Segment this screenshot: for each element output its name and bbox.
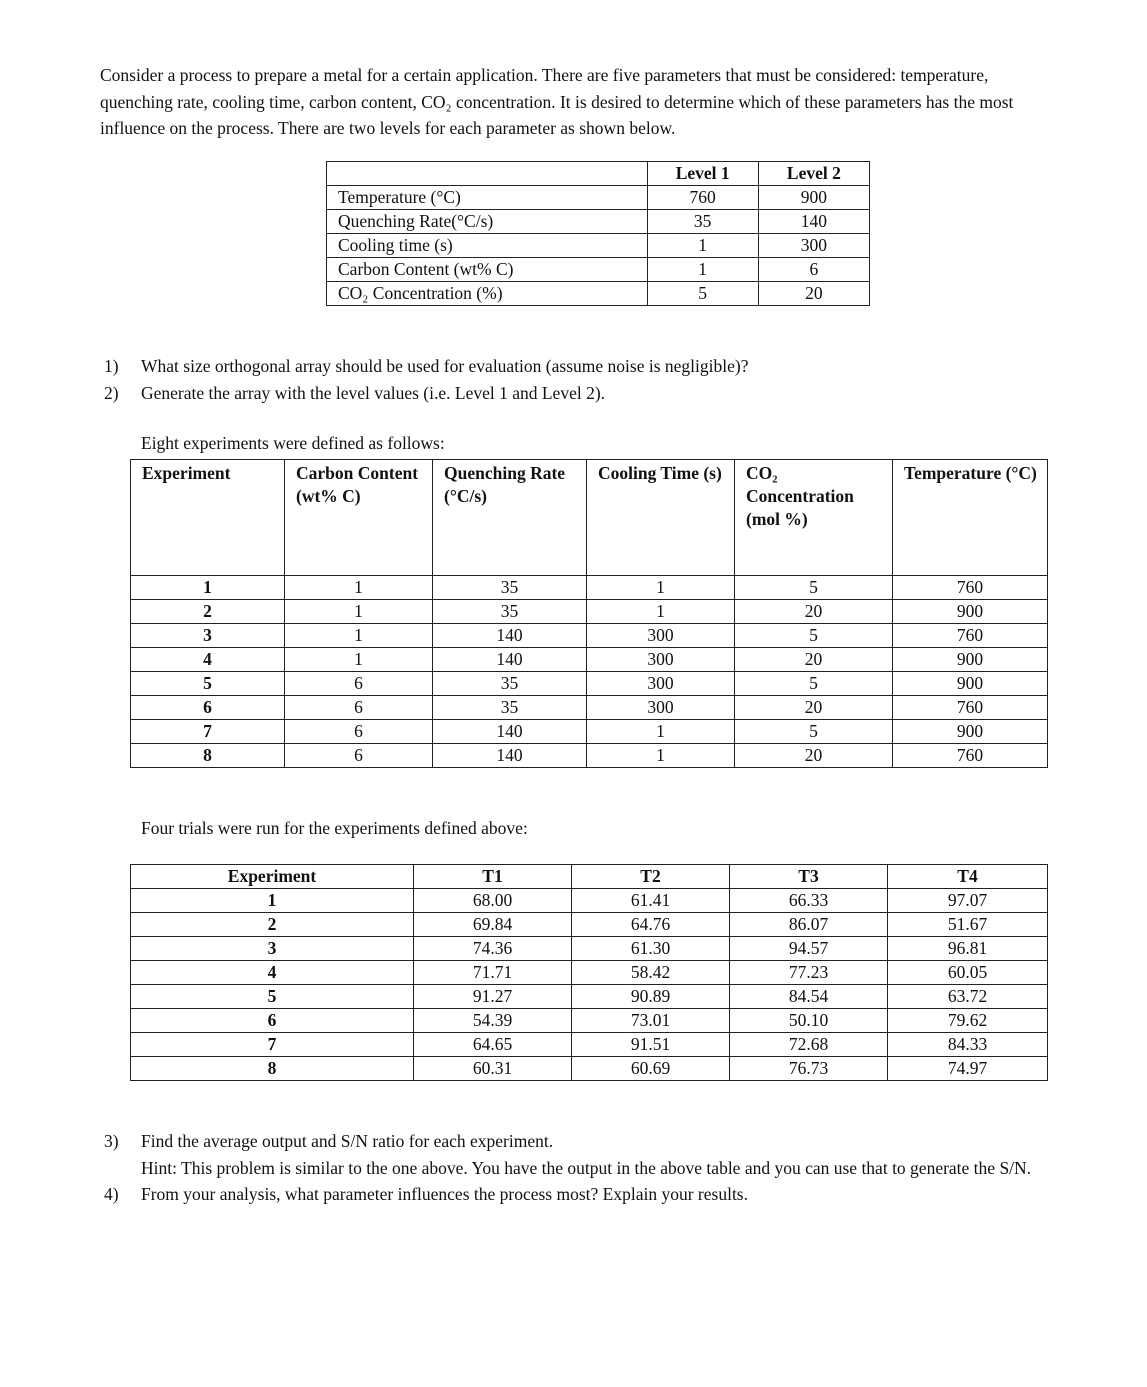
question-3: Find the average output and S/N ratio for each experiment.	[141, 1131, 554, 1151]
table-cell: 1	[285, 576, 433, 600]
experiment-number: 1	[131, 576, 285, 600]
table-cell: 20	[735, 696, 893, 720]
table-cell: 1	[587, 576, 735, 600]
table-row	[131, 961, 1048, 985]
table-cell: 84.54	[730, 985, 888, 1009]
table-cell: 60.69	[572, 1057, 730, 1081]
param-label: Carbon Content (wt% C)	[327, 258, 648, 282]
table-cell: 50.10	[730, 1009, 888, 1033]
param-label: Cooling time (s)	[327, 234, 648, 258]
table-row	[131, 672, 1048, 696]
table-cell: 5	[735, 624, 893, 648]
table-cell: 64.65	[414, 1033, 572, 1057]
table-row	[131, 624, 1048, 648]
table-cell: 64.76	[572, 913, 730, 937]
table-cell: 35	[433, 696, 587, 720]
table-cell: 76.73	[730, 1057, 888, 1081]
header-row: Experiment T1 T2 T3 T4	[131, 865, 1048, 889]
table-cell: 1	[285, 648, 433, 672]
table-row: Quenching Rate(°C/s) 35 140	[327, 210, 870, 234]
table-cell: 97.07	[888, 889, 1048, 913]
table-cell: 140	[433, 744, 587, 768]
level1-header: Level 1	[647, 162, 758, 186]
experiment-number: 4	[131, 648, 285, 672]
experiment-number: 6	[131, 1009, 414, 1033]
table-cell: 760	[893, 576, 1048, 600]
table-cell: 54.39	[414, 1009, 572, 1033]
table-row: Carbon Content (wt% C) 1 6	[327, 258, 870, 282]
table-cell: 5	[735, 720, 893, 744]
param-label: Quenching Rate(°C/s)	[327, 210, 648, 234]
table-cell: 63.72	[888, 985, 1048, 1009]
trials-caption: Four trials were run for the experiments defined above:	[141, 818, 528, 838]
table-row	[131, 1057, 1048, 1081]
intro-paragraph: Consider a process to prepare a metal for a certain application. There are five parameters that must be considered: temperature, quenching rate, cooling time, carbon content, CO₂ concentration. It is desired to determine which of these parameters has the most influence on the process. There are two levels for each parameter as shown below.	[100, 65, 1014, 138]
table-row	[131, 744, 1048, 768]
table-row	[131, 1033, 1048, 1057]
table-cell: 5	[735, 672, 893, 696]
header-row: Experiment Carbon Content (wt% C) Quenching Rate (°C/s) Cooling Time (s) CO₂ Concentration (mol %) Temperature (°C)	[131, 460, 1048, 576]
table-cell: 74.36	[414, 937, 572, 961]
question-1: 1) What size orthogonal array should be used for evaluation (assume noise is negligible)?	[104, 356, 749, 376]
table-cell: 69.84	[414, 913, 572, 937]
table-cell: 35	[433, 672, 587, 696]
table-row	[131, 648, 1048, 672]
table-cell: 94.57	[730, 937, 888, 961]
table-cell: 66.33	[730, 889, 888, 913]
experiment-number: 2	[131, 913, 414, 937]
question-3-hint: Hint: This problem is similar to the one above. You have the output in the above table and you can use that to generate the S/N.	[141, 1157, 1032, 1178]
experiment-number: 4	[131, 961, 414, 985]
table-row: Cooling time (s) 1 300	[327, 234, 870, 258]
experiment-number: 7	[131, 1033, 414, 1057]
table-cell: 72.68	[730, 1033, 888, 1057]
table-cell: 140	[433, 648, 587, 672]
table-cell: 61.30	[572, 937, 730, 961]
table-cell: 60.05	[888, 961, 1048, 985]
table-cell: 6	[285, 720, 433, 744]
table-cell: 91.27	[414, 985, 572, 1009]
table-cell: 35	[433, 576, 587, 600]
table-cell: 60.31	[414, 1057, 572, 1081]
experiments-table	[130, 459, 1048, 768]
questions-section-b: 3) Find the average output and S/N ratio for each experiment. Hint: This problem is similar to the one above. You have the output in the above table and you can use that to generate the S/N. 4) From your analysis, what parameter influences the process most? Explain your results.	[104, 1128, 1054, 1208]
table-cell: 96.81	[888, 937, 1048, 961]
table-row	[131, 985, 1048, 1009]
table-cell: 760	[893, 624, 1048, 648]
table-cell: 6	[285, 696, 433, 720]
experiment-number: 5	[131, 672, 285, 696]
table-cell: 58.42	[572, 961, 730, 985]
table-cell: 84.33	[888, 1033, 1048, 1057]
table-cell: 300	[587, 696, 735, 720]
table-cell: 73.01	[572, 1009, 730, 1033]
table-cell: 900	[893, 672, 1048, 696]
table-cell: 760	[893, 744, 1048, 768]
table-cell: 90.89	[572, 985, 730, 1009]
experiment-number: 8	[131, 744, 285, 768]
table-row	[131, 696, 1048, 720]
table-cell: 1	[285, 624, 433, 648]
experiment-number: 1	[131, 889, 414, 913]
table-cell: 71.71	[414, 961, 572, 985]
table-cell: 5	[735, 576, 893, 600]
table-cell: 1	[587, 744, 735, 768]
table-cell: 51.67	[888, 913, 1048, 937]
table-cell: 1	[285, 600, 433, 624]
experiment-number: 5	[131, 985, 414, 1009]
question-2: 2) Generate the array with the level values (i.e. Level 1 and Level 2).	[104, 383, 606, 403]
table-cell: 1	[587, 600, 735, 624]
experiment-number: 7	[131, 720, 285, 744]
table-cell: 86.07	[730, 913, 888, 937]
experiment-number: 6	[131, 696, 285, 720]
experiment-number: 3	[131, 937, 414, 961]
table-cell: 61.41	[572, 889, 730, 913]
table-cell: 900	[893, 648, 1048, 672]
level2-header: Level 2	[758, 162, 869, 186]
table-row: Temperature (°C) 760 900	[327, 186, 870, 210]
levels-table	[326, 161, 870, 306]
table-cell: 20	[735, 744, 893, 768]
table-cell: 300	[587, 624, 735, 648]
param-label: CO₂ Concentration (%)	[327, 282, 648, 306]
table-cell: 6	[285, 744, 433, 768]
experiment-number: 8	[131, 1057, 414, 1081]
experiment-number: 3	[131, 624, 285, 648]
table-row	[131, 937, 1048, 961]
table-cell: 6	[285, 672, 433, 696]
table-cell: 74.97	[888, 1057, 1048, 1081]
table-row	[131, 600, 1048, 624]
table-cell: 68.00	[414, 889, 572, 913]
trials-table	[130, 864, 1048, 1081]
param-label: Temperature (°C)	[327, 186, 648, 210]
question-4: From your analysis, what parameter influences the process most? Explain your results.	[141, 1184, 748, 1204]
table-row: CO₂ Concentration (%) 5 20	[327, 282, 870, 306]
table-cell: 1	[587, 720, 735, 744]
table-cell: 140	[433, 720, 587, 744]
table-cell: 300	[587, 672, 735, 696]
experiments-caption: Eight experiments were defined as follows:	[141, 433, 445, 453]
table-cell: 900	[893, 600, 1048, 624]
table-cell: 77.23	[730, 961, 888, 985]
table-cell: 35	[433, 600, 587, 624]
table-row	[131, 1009, 1048, 1033]
table-cell: 140	[433, 624, 587, 648]
table-cell: 91.51	[572, 1033, 730, 1057]
experiment-number: 2	[131, 600, 285, 624]
table-row	[131, 720, 1048, 744]
table-cell: 20	[735, 600, 893, 624]
table-cell: 300	[587, 648, 735, 672]
table-cell: 79.62	[888, 1009, 1048, 1033]
table-cell: 20	[735, 648, 893, 672]
table-row	[131, 576, 1048, 600]
table-cell: 760	[893, 696, 1048, 720]
table-row	[131, 913, 1048, 937]
table-cell: 900	[893, 720, 1048, 744]
table-row	[131, 889, 1048, 913]
